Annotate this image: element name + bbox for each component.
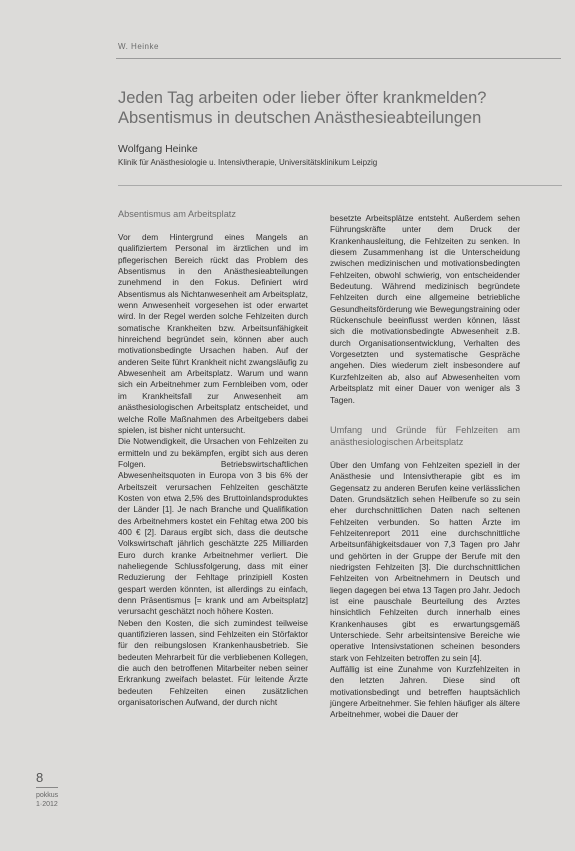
journal-issue: 1·2012 [36,801,58,808]
paragraph: Die Notwendigkeit, die Ursachen von Fehlzeiten zu ermitteln und zu bekämpfen, ergibt sich aus deren Folgen. Betriebswirtschaftlichen Abwesenheitsquoten in Europa von 3 bis 6% der Arbeitszeit verursachen Fehlzeiten geschätzte Kosten von etwa 2,5% des Bruttoinlandsproduktes der Länder [1]. Je nach Branche und Qualifikation des Arbeitnehmers kostet ein Fehltag etwa 200 bis 400 € [2]. Daraus ergibt sich, dass die deutsche Volkswirtschaft jährlich geschätzte 225 Milliarden Euro durch kranke Arbeitnehmer verliert. Die naheliegende Schlussfolgerung, dass mit einer Reduzierung der Fehltage prinzipiell Kosten gespart werden könnten, ist allerdings zu einfach, denn Präsentismus [= krank und am Arbeitsplatz] verursacht geschätzt noch höhere Kosten. [118,436,308,617]
paragraph: besetzte Arbeitsplätze entsteht. Außerdem sehen Führungskräfte unter dem Druck der Krankenhausleitung, die Fehlzeiten zu senken. In diesem Zusammenhang ist die Unterscheidung zwischen medizinischen und motivationsbedingten Fehlzeiten, obwohl schwierig, von entscheidender Bedeutung. Während medizinisch begründete Fehlzeiten durch eine allgemeine betriebliche Gesundheitsförderung wie Bewegungstraining oder Rückenschule beeinflusst werden können, lässt sich die motivationsbedingte Abwesenheit z.B. durch Organisationsentwicklung, Verhalten des Vorgesetzten und systematische Gespräche angehen. Dies wiederum zielt insbesondere auf Kurzfehlzeiten ab, also auf Abwesenheiten vom Arbeitsplatz mit einer Dauer von weniger als 3 Tagen. [330,213,520,405]
right-column [330,213,520,721]
page-number-rule [36,787,58,788]
section-heading-absentismus: Absentismus am Arbeitsplatz [118,209,236,219]
header-rule [116,58,561,59]
section-heading-umfang: Umfang und Gründe für Fehlzeiten am anästhesiologischen Arbeitsplatz [330,424,520,447]
page-number: 8 [36,770,44,785]
article-author: Wolfgang Heinke [118,143,198,155]
paragraph: Auffällig ist eine Zunahme von Kurzfehlzeiten in den letzten Jahren. Diese sind oft motivationsbedingt und betreffen hauptsächlich jüngere Arbeitnehmer. Sie fehlen häufiger als ältere Arbeitnehmer, wobei die Dauer der [330,664,520,720]
paragraph: Neben den Kosten, die sich zumindest teilweise quantifizieren lassen, sind Fehlzeiten ein Störfaktor für den reibungslosen Krankenhausbetrieb. Sie bedeuten Mehrarbeit für die verbliebenen Kollegen, die auch den betroffenen Mitarbeiter neben seiner Erkrankung zweifach belastet. Für leitende Ärzte bedeuten Fehlzeiten einen zusätzlichen organisatorischen Aufwand, der durch nicht [118,617,308,708]
article-title: Jeden Tag arbeiten oder lieber öfter krankmelden? Absentismus in deutschen Anästhesieabteilungen [118,89,487,127]
left-column [118,208,308,708]
paragraph: Vor dem Hintergrund eines Mangels an qualifiziertem Personal im ärztlichen und im pflegerischen Bereich rückt das Problem des Absentismus in den Anästhesieabteilungen zunehmend in den Fokus. Definiert wird Absentismus als Nichtanwesenheit am Arbeitsplatz, wenn Anwesenheit vorgesehen ist oder erwartet wird. In der Regel werden solche Fehlzeiten durch somatische Krankheiten bzw. Arbeitsunfähigkeit hinreichend begründet sein, können aber auch motivationsbedingte Ursachen haben. Auf der anderen Seite führt Krankheit nicht zwangsläufig zu Abwesenheit am Arbeitsplatz. Warum und wann sich ein Arbeitnehmer zum Fernbleiben vom, oder im Krankheitsfall zur Anwesenheit am anästhesiologischen Arbeitsplatz entscheidet, und welche Rolle Maßnahmen des Arbeitgebers dabei spielen, ist bisher nicht untersucht. [118,232,308,435]
paragraph: Über den Umfang von Fehlzeiten speziell in der Anästhesie und Intensivtherapie gibt es im Gegensatz zu anderen Berufen keine verlässlichen Daten. Grundsätzlich sehen Heilberufe so zu sein eher durchschnittlichen Daten nach seltenen Fehlzeiten verbunden. So hatten Ärzte im Fehlzeitenreport 2011 eine durchschnittliche Arbeitsunfähigkeitsdauer von 7,3 Tagen pro Jahr und gehörten in der Gruppe der Berufe mit den niedrigsten Fehlzeiten [3]. Die durchschnittlichen Fehlzeiten von Arbeitnehmern in Deutsch und liegen dagegen bei etwa 13 Tagen pro Jahr. Jedoch ist eine pauschale Beurteilung des Arztes hinsichtlich Fehlzeiten durch innerhalb eines Krankenhauses gibt es erwartungsgemäß Unterschiede. Sehr arbeitsintensive Bereiche wie operative Intensivstationen scheinen besonders stark von Fehlzeiten betroffen zu sein [4]. [330,459,520,663]
author-affiliation: Klinik für Anästhesiologie u. Intensivtherapie, Universitätsklinikum Leipzig [118,158,378,167]
title-separator [118,185,562,186]
journal-info [36,791,58,809]
journal-name: pokkus [36,792,59,799]
running-head: W. Heinke [118,42,159,51]
